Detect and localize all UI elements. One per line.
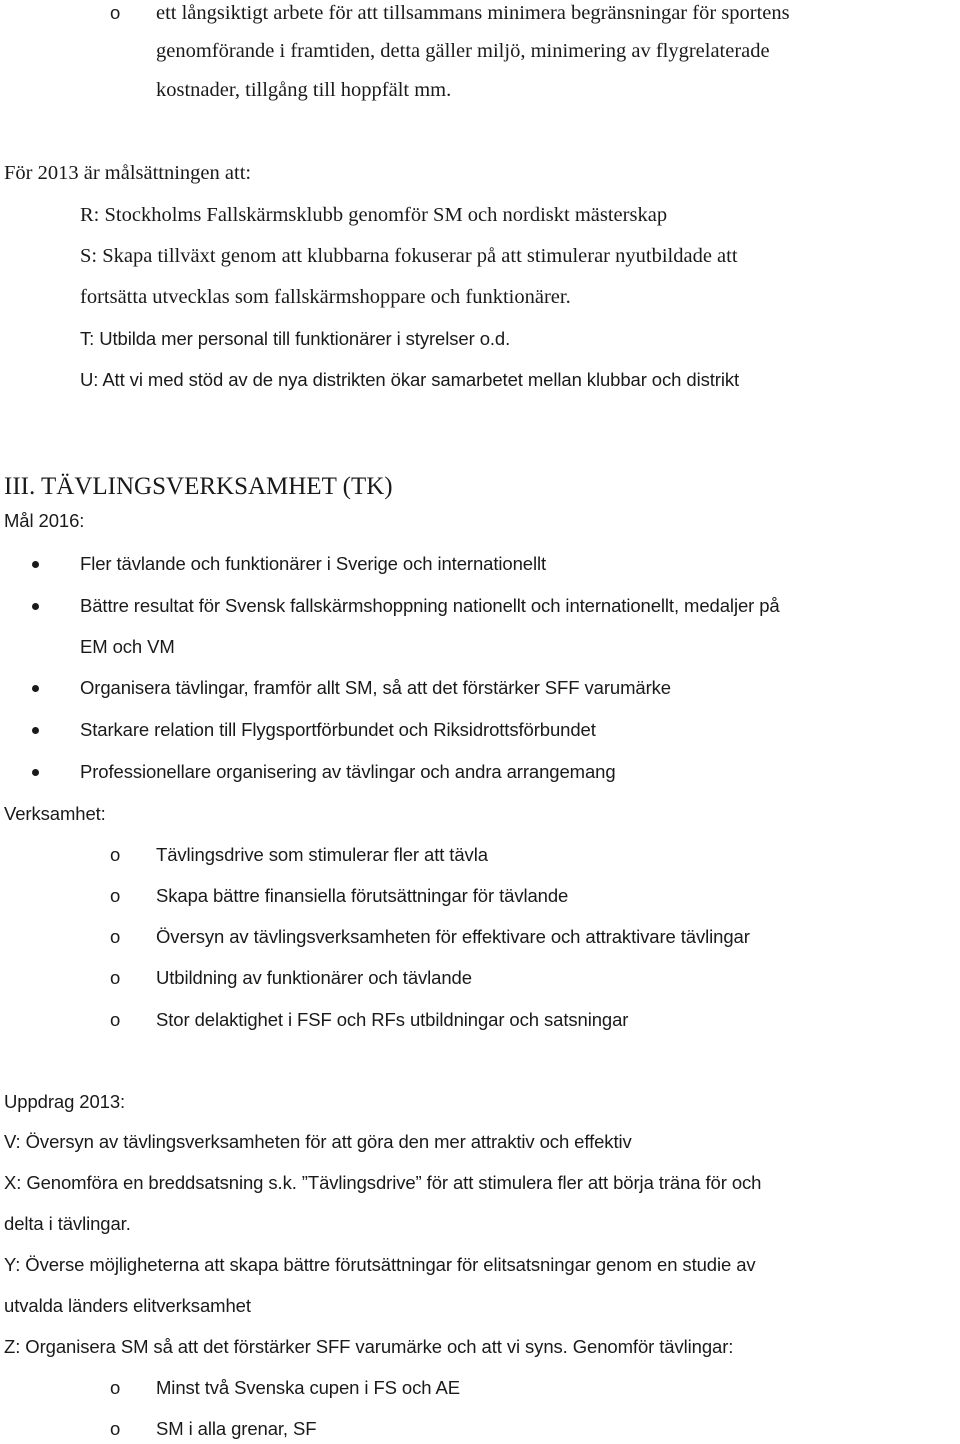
activity-item: Översyn av tävlingsverksamheten för effektivare och attraktivare tävlingar [156,926,750,947]
goal-2016-item-continuation: EM och VM [80,636,175,657]
activity-label: Verksamhet: [4,803,106,824]
bullet-dot-icon [32,685,39,692]
bullet-dot-icon [32,603,39,610]
list-marker: o [110,967,121,988]
activity-item: Stor delaktighet i FSF och RFs utbildningar och satsningar [156,1009,629,1030]
goal-u: U: Att vi med stöd av de nya distrikten ökar samarbetet mellan klubbar och distrikt [80,369,740,390]
bullet-dot-icon [32,727,39,734]
assignment-x-line-2: delta i tävlingar. [4,1213,131,1234]
list-marker: o [110,926,121,947]
activity-item: Skapa bättre finansiella förutsättningar för tävlande [156,885,569,906]
assignment-label: Uppdrag 2013: [4,1091,126,1112]
list-marker: o [110,1009,121,1030]
goal-2016-item: Bättre resultat för Svensk fallskärmshoppning nationellt och internationellt, medaljer på [80,595,780,616]
section-heading: III. TÄVLINGSVERKSAMHET (TK) [4,473,393,500]
goal-2016-item: Organisera tävlingar, framför allt SM, så att det förstärker SFF varumärke [80,677,671,698]
assignment-y-line-1: Y: Överse möjligheterna att skapa bättre förutsättningar för elitsatsningar genom en studie av [4,1254,756,1275]
top-list-item-line-3: kostnader, tillgång till hoppfält mm. [156,79,452,101]
goal-s-line-2: fortsätta utvecklas som fallskärmshoppare och funktionärer. [80,286,571,308]
goal-s-line-1: S: Skapa tillväxt genom att klubbarna fokuserar på att stimulerar nyutbildade att [80,245,738,267]
goal-t: T: Utbilda mer personal till funktionärer i styrelser o.d. [80,328,511,349]
bullet-dot-icon [32,561,39,568]
assignment-y-line-2: utvalda länders elitverksamhet [4,1295,251,1316]
activity-item: Utbildning av funktionärer och tävlande [156,967,472,988]
top-list-item-line-1: ett långsiktigt arbete för att tillsammans minimera begränsningar för sportens [156,2,790,24]
list-marker: o [110,844,121,865]
assignment-x-line-1: X: Genomföra en breddsatsning s.k. ”Tävlingsdrive” för att stimulera fler att börja träna för och [4,1172,762,1193]
list-marker: o [110,1377,121,1398]
assignment-z: Z: Organisera SM så att det förstärker SFF varumärke och att vi syns. Genomför tävlingar: [4,1336,734,1357]
assignment-v: V: Översyn av tävlingsverksamheten för att göra den mer attraktiv och effektiv [4,1131,632,1152]
goal-2016-item: Professionellare organisering av tävlingar och andra arrangemang [80,761,616,782]
goals-2013-intro: För 2013 är målsättningen att: [4,162,252,184]
bullet-dot-icon [32,769,39,776]
top-list-item-line-2: genomförande i framtiden, detta gäller miljö, minimering av flygrelaterade [156,40,770,62]
goal-2016-item: Fler tävlande och funktionärer i Sverige och internationellt [80,553,547,574]
goal-2016-item: Starkare relation till Flygsportförbundet och Riksidrottsförbundet [80,719,596,740]
activity-item: Tävlingsdrive som stimulerar fler att tävla [156,844,488,865]
list-marker: o [110,1418,121,1439]
list-marker: o [110,885,121,906]
assignment-sub-item: SM i alla grenar, SF [156,1418,317,1439]
goal-2016-label: Mål 2016: [4,510,85,531]
assignment-sub-item: Minst två Svenska cupen i FS och AE [156,1377,460,1398]
list-marker: o [110,2,121,23]
goal-r: R: Stockholms Fallskärmsklubb genomför SM och nordiskt mästerskap [80,204,668,226]
